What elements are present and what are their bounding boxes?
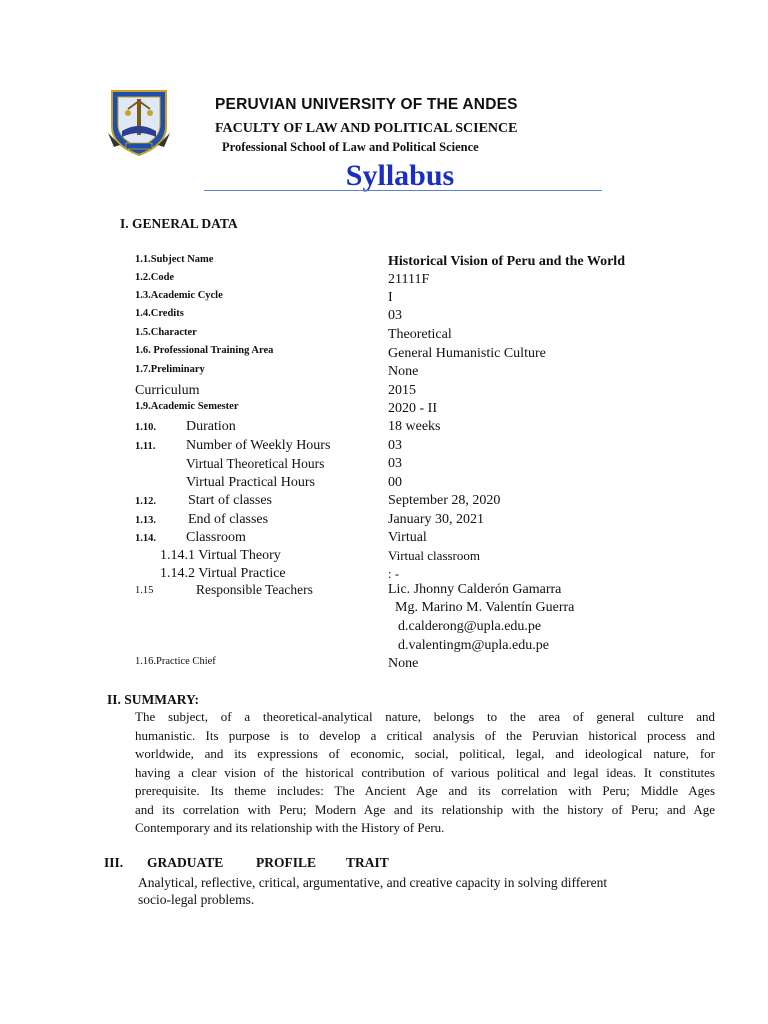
value-curriculum: 2015 xyxy=(388,383,416,398)
label-virtual-practice: 1.14.2 Virtual Practice xyxy=(160,566,286,581)
value-virtual-theoretical-hours: 03 xyxy=(388,456,402,471)
number-1-15: 1.15 xyxy=(135,585,154,596)
summary-line: Contemporary and its relationship with the History of Peru. xyxy=(135,820,445,835)
value-virtual-theory: Virtual classroom xyxy=(388,548,481,563)
value-practice-chief: None xyxy=(388,656,419,671)
section-graduate-profile-number: III. xyxy=(104,855,124,870)
value-character: Theoretical xyxy=(388,327,452,342)
label-character: 1.5.Character xyxy=(135,327,197,338)
label-start-of-classes: Start of classes xyxy=(188,493,272,508)
university-name: PERUVIAN UNIVERSITY OF THE ANDES xyxy=(215,96,518,113)
summary-line: and its correlation with Peru; Modern Age and its relationship with the history of Peru; and Age xyxy=(135,801,715,817)
summary-paragraph xyxy=(135,708,715,838)
value-preliminary: None xyxy=(388,364,419,379)
value-teacher-email-2: d.valentingm@upla.edu.pe xyxy=(398,638,549,653)
number-1-11: 1.11. xyxy=(135,441,156,452)
label-preliminary: 1.7.Preliminary xyxy=(135,364,205,375)
value-weekly-hours: 03 xyxy=(388,438,402,453)
profile-line: socio-legal problems. xyxy=(138,892,255,907)
heading-word-graduate: GRADUATE xyxy=(147,855,224,870)
document-title: Syllabus xyxy=(345,159,455,192)
value-teacher-1: Lic. Jhonny Calderón Gamarra xyxy=(388,582,562,597)
label-subject-name: 1.1.Subject Name xyxy=(135,254,214,265)
label-academic-semester: 1.9.Academic Semester xyxy=(135,401,239,412)
summary-line: humanistic. Its purpose is to develop a critical analysis of the Peruvian historical process and xyxy=(135,727,715,743)
value-virtual-practice: : - xyxy=(388,566,400,581)
value-credits: 03 xyxy=(388,308,402,323)
section-summary-heading: II. SUMMARY: xyxy=(107,692,200,707)
university-seal-logo xyxy=(106,87,172,159)
number-1-12: 1.12. xyxy=(135,496,156,507)
school-name: Professional School of Law and Political Science xyxy=(222,140,479,154)
summary-line: prerequisite. Its theme includes: The Ancient Age and its correlation with Peru; Middle Ages xyxy=(135,783,715,798)
label-responsible-teachers: Responsible Teachers xyxy=(196,582,313,597)
value-classroom: Virtual xyxy=(388,530,427,545)
number-1-14: 1.14. xyxy=(135,533,156,544)
value-code: 21111F xyxy=(388,272,430,287)
number-1-10: 1.10. xyxy=(135,422,156,433)
label-virtual-practical-hours: Virtual Practical Hours xyxy=(186,475,316,490)
label-classroom: Classroom xyxy=(186,530,246,545)
value-academic-cycle: I xyxy=(388,290,393,305)
label-training-area: 1.6. Professional Training Area xyxy=(135,345,274,356)
label-credits: 1.4.Credits xyxy=(135,308,184,319)
value-academic-semester: 2020 - II xyxy=(388,401,437,416)
graduate-profile-paragraph xyxy=(138,874,698,908)
label-practice-chief: 1.16.Practice Chief xyxy=(135,656,216,667)
summary-line: having a clear vision of the historical contribution of various political and legal ideas. It constitutes xyxy=(135,764,715,780)
heading-word-trait: TRAIT xyxy=(346,855,389,870)
label-curriculum: Curriculum xyxy=(135,383,200,398)
label-end-of-classes: End of classes xyxy=(188,512,269,527)
summary-line: worldwide, and its expressions of economic, social, political, legal, and ideological nature, for xyxy=(135,746,715,761)
value-subject-name: Historical Vision of Peru and the World xyxy=(388,254,625,269)
value-virtual-practical-hours: 00 xyxy=(388,475,402,490)
label-code: 1.2.Code xyxy=(135,272,175,283)
value-teacher-email-1: d.calderong@upla.edu.pe xyxy=(398,619,542,634)
label-virtual-theoretical-hours: Virtual Theoretical Hours xyxy=(186,456,325,471)
section-general-data-heading: I. GENERAL DATA xyxy=(120,216,238,231)
label-academic-cycle: 1.3.Academic Cycle xyxy=(135,290,223,301)
label-duration: Duration xyxy=(186,419,236,434)
label-weekly-hours: Number of Weekly Hours xyxy=(186,438,331,453)
number-1-13: 1.13. xyxy=(135,515,156,526)
summary-line: The subject, of a theoretical-analytical nature, belongs to the area of general culture and xyxy=(135,709,715,724)
label-virtual-theory: 1.14.1 Virtual Theory xyxy=(160,548,281,563)
profile-line: Analytical, reflective, critical, argumentative, and creative capacity in solving different xyxy=(138,875,608,890)
heading-word-profile: PROFILE xyxy=(256,855,317,870)
value-teacher-2: Mg. Marino M. Valentín Guerra xyxy=(395,600,575,615)
title-underline xyxy=(204,190,602,191)
value-duration: 18 weeks xyxy=(388,419,441,434)
value-start-of-classes: September 28, 2020 xyxy=(388,493,501,508)
value-end-of-classes: January 30, 2021 xyxy=(388,512,485,527)
faculty-name: FACULTY OF LAW AND POLITICAL SCIENCE xyxy=(215,121,518,136)
value-training-area: General Humanistic Culture xyxy=(388,346,546,361)
